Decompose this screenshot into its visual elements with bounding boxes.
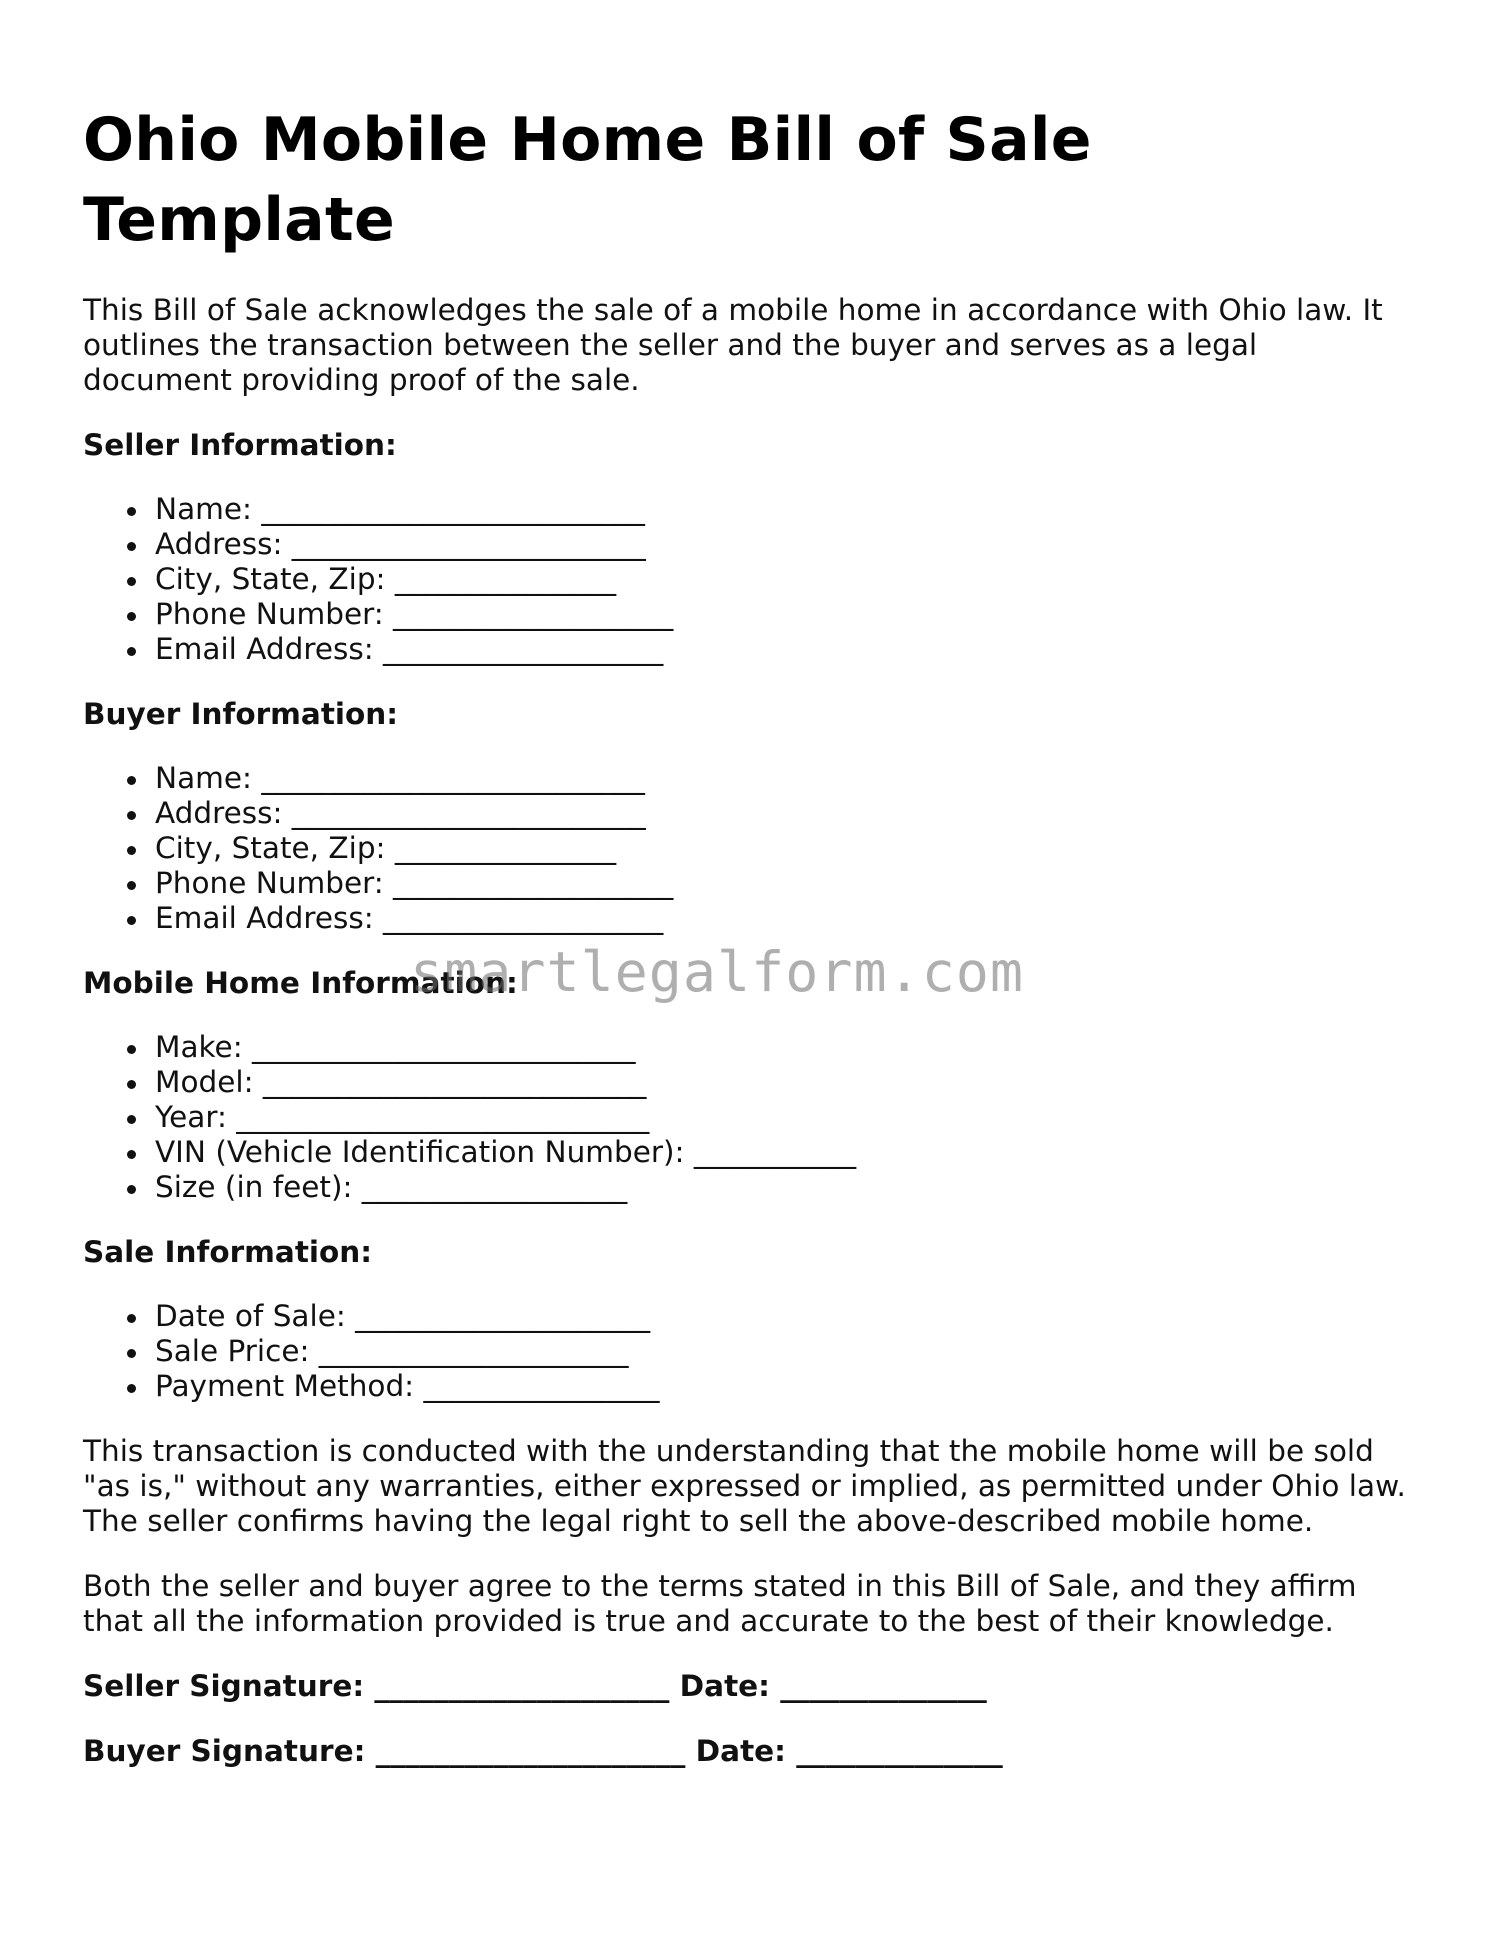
buyer-address-field: Address: ________________________ — [155, 796, 1413, 831]
home-make-field: Make: __________________________ — [155, 1030, 1413, 1065]
seller-city-state-zip-field: City, State, Zip: _______________ — [155, 562, 1413, 597]
seller-phone-field: Phone Number: ___________________ — [155, 597, 1413, 632]
home-size-field: Size (in feet): __________________ — [155, 1170, 1413, 1205]
buyer-name-field: Name: __________________________ — [155, 761, 1413, 796]
buyer-email-field: Email Address: ___________________ — [155, 901, 1413, 936]
as-is-paragraph: This transaction is conducted with the understanding that the mobile home will be sold "as is," without any warranties, either expressed or implied, as permitted under Ohio law. The seller confirms having the legal right to sell the above-described mobile home. — [83, 1434, 1406, 1538]
buyer-phone-field: Phone Number: ___________________ — [155, 866, 1413, 901]
agreement-paragraph: Both the seller and buyer agree to the terms stated in this Bill of Sale, and they affirm that all the information provided is true and accurate to the best of their knowledge. — [83, 1569, 1357, 1638]
payment-method-field: Payment Method: ________________ — [155, 1369, 1413, 1404]
sale-date-field: Date of Sale: ____________________ — [155, 1299, 1413, 1334]
buyer-info-list — [83, 761, 1413, 936]
seller-info-heading: Seller Information: — [83, 428, 397, 462]
buyer-info-heading: Buyer Information: — [83, 697, 399, 731]
mobile-home-info-heading: Mobile Home Information: — [83, 966, 518, 1000]
sale-info-list — [83, 1299, 1413, 1404]
seller-address-field: Address: ________________________ — [155, 527, 1413, 562]
document-page — [83, 100, 1413, 1769]
sale-info-heading: Sale Information: — [83, 1235, 373, 1269]
seller-name-field: Name: __________________________ — [155, 492, 1413, 527]
home-model-field: Model: __________________________ — [155, 1065, 1413, 1100]
sale-price-field: Sale Price: _____________________ — [155, 1334, 1413, 1369]
seller-info-list — [83, 492, 1413, 667]
page-title: Ohio Mobile Home Bill of Sale Template — [83, 105, 1092, 255]
buyer-signature-line: Buyer Signature: _____________________ Date: ______________ — [83, 1734, 1003, 1768]
home-year-field: Year: ____________________________ — [155, 1100, 1413, 1135]
watermark-text: smartlegalform.com — [410, 940, 1025, 1004]
buyer-city-state-zip-field: City, State, Zip: _______________ — [155, 831, 1413, 866]
home-vin-field: VIN (Vehicle Identification Number): ___________ — [155, 1135, 1413, 1170]
seller-email-field: Email Address: ___________________ — [155, 632, 1413, 667]
intro-paragraph: This Bill of Sale acknowledges the sale of a mobile home in accordance with Ohio law. It outlines the transaction between the seller and the buyer and serves as a legal document providing proof of the sale. — [83, 293, 1383, 397]
mobile-home-info-list — [83, 1030, 1413, 1205]
seller-signature-line: Seller Signature: ____________________ Date: ______________ — [83, 1669, 987, 1703]
